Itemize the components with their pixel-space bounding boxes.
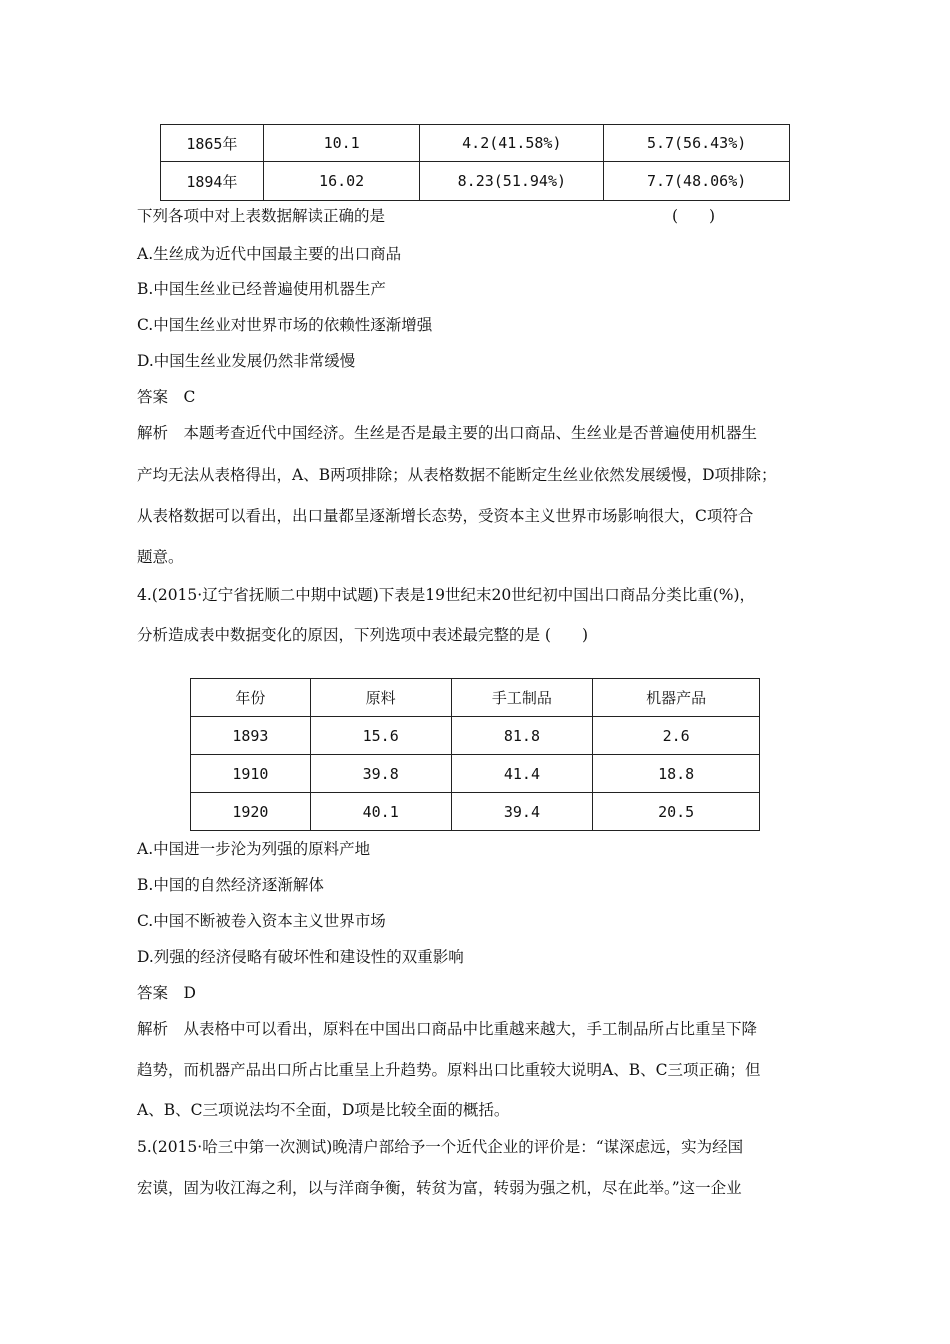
option-c: C.中国生丝业对世界市场的依赖性逐渐增强	[137, 316, 433, 334]
table-cell: 2.6	[593, 717, 760, 755]
option-a: A.中国进一步沦为列强的原料产地	[137, 840, 371, 858]
table-cell: 39.8	[310, 755, 451, 793]
analysis-line: 从表格数据可以看出，出口量都呈逐渐增长态势，受资本主义世界市场影响很大，C项符合	[137, 507, 754, 525]
table-row	[161, 162, 790, 201]
option-c: C.中国不断被卷入资本主义世界市场	[137, 912, 386, 930]
table-cell: 5.7(56.43%)	[604, 125, 790, 162]
table-header-cell: 机器产品	[593, 679, 760, 717]
table-cell: 8.23(51.94%)	[420, 162, 604, 201]
analysis-line: 趋势，而机器产品出口所占比重呈上升趋势。原料出口比重较大说明A、B、C三项正确；但	[137, 1061, 761, 1079]
table-cell: 1920	[191, 793, 311, 831]
analysis-line: 产均无法从表格得出，A、B两项排除；从表格数据不能断定生丝业依然发展缓慢，D项排除；	[137, 466, 777, 484]
table-cell: 40.1	[310, 793, 451, 831]
table-cell: 1894年	[161, 162, 264, 201]
table-cell: 1910	[191, 755, 311, 793]
answer-bracket: ( )	[672, 207, 716, 225]
option-a: A.生丝成为近代中国最主要的出口商品	[137, 245, 402, 263]
table-header-row	[191, 679, 760, 717]
option-b: B.中国生丝业已经普遍使用机器生产	[137, 280, 386, 298]
analysis-line: 解析 本题考查近代中国经济。生丝是否是最主要的出口商品、生丝业是否普遍使用机器生	[137, 424, 758, 442]
analysis-line: 解析 从表格中可以看出，原料在中国出口商品中比重越来越大，手工制品所占比重呈下降	[137, 1020, 758, 1038]
table-row	[191, 717, 760, 755]
analysis-line: 题意。	[137, 548, 184, 566]
table-row	[191, 755, 760, 793]
table-cell: 18.8	[593, 755, 760, 793]
table-row	[161, 125, 790, 162]
table-export-categories	[190, 678, 760, 831]
question-stem: 宏谟，固为收江海之利，以与洋商争衡，转贫为富，转弱为强之机，尽在此举。”这一企业	[137, 1179, 742, 1197]
table-cell: 1865年	[161, 125, 264, 162]
answer: 答案 C	[137, 388, 196, 406]
table-cell: 4.2(41.58%)	[420, 125, 604, 162]
table-row	[191, 793, 760, 831]
table-cell: 1893	[191, 717, 311, 755]
option-d: D.列强的经济侵略有破坏性和建设性的双重影响	[137, 948, 464, 966]
option-d: D.中国生丝业发展仍然非常缓慢	[137, 352, 356, 370]
analysis-line: A、B、C三项说法均不全面，D项是比较全面的概括。	[137, 1101, 510, 1119]
table-cell: 20.5	[593, 793, 760, 831]
table-cell: 39.4	[451, 793, 593, 831]
table-cell: 10.1	[263, 125, 420, 162]
option-b: B.中国的自然经济逐渐解体	[137, 876, 324, 894]
question-stem: 分析造成表中数据变化的原因，下列选项中表述最完整的是 ( )	[137, 626, 589, 644]
answer: 答案 D	[137, 984, 196, 1002]
table-cell: 7.7(48.06%)	[604, 162, 790, 201]
table-cell: 81.8	[451, 717, 593, 755]
table-cell: 41.4	[451, 755, 593, 793]
table-header-cell: 年份	[191, 679, 311, 717]
question-stem: 5.(2015·哈三中第一次测试)晚清户部给予一个近代企业的评价是：“谋深虑远，实为经国	[137, 1138, 744, 1156]
table-cell: 15.6	[310, 717, 451, 755]
question-stem: 下列各项中对上表数据解读正确的是	[137, 207, 386, 225]
table-cell: 16.02	[263, 162, 420, 201]
table-silk-export	[160, 124, 790, 201]
question-stem: 4.(2015·辽宁省抚顺二中期中试题)下表是19世纪末20世纪初中国出口商品分类比重(%)，	[137, 586, 756, 604]
table-header-cell: 手工制品	[451, 679, 593, 717]
table-header-cell: 原料	[310, 679, 451, 717]
